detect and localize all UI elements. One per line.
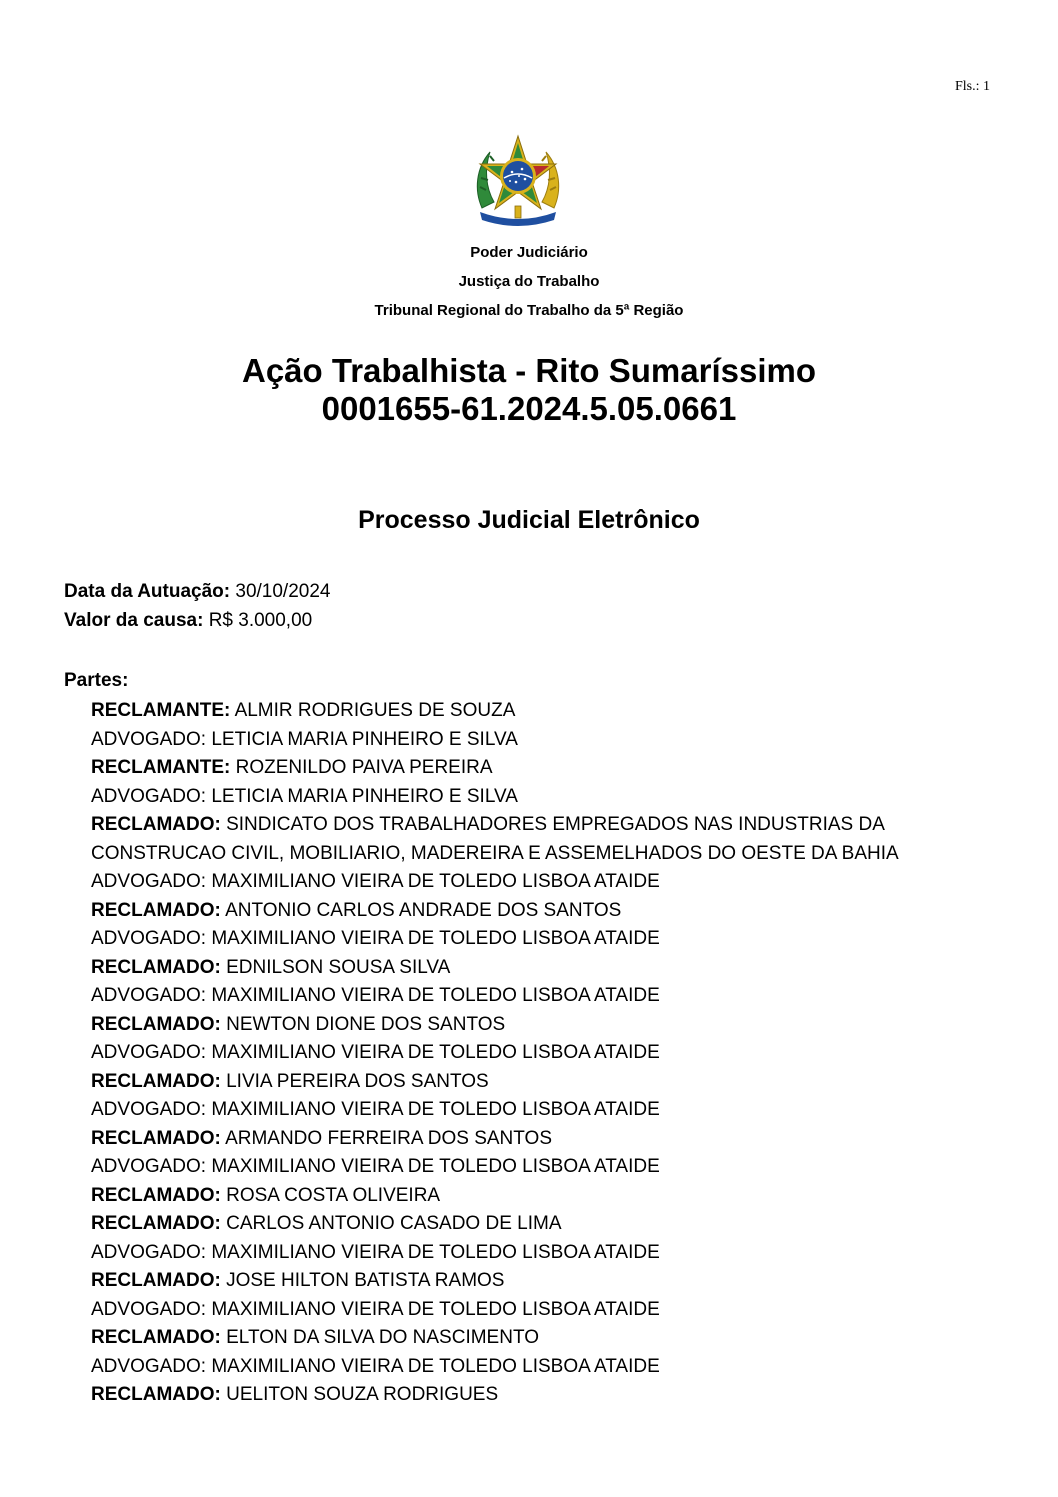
document-title — [0, 352, 1058, 428]
case-number: 0001655-61.2024.5.05.0661 — [321, 390, 737, 427]
party-role: RECLAMADO: — [91, 814, 221, 835]
lawyer-name: ADVOGADO: MAXIMILIANO VIEIRA DE TOLEDO LISBOA ATAIDE — [91, 1298, 660, 1320]
party-entry — [91, 1182, 1001, 1211]
lawyer-name: ADVOGADO: MAXIMILIANO VIEIRA DE TOLEDO LISBOA ATAIDE — [91, 871, 660, 892]
party-name: ANTONIO CARLOS ANDRADE DOS SANTOS — [225, 899, 622, 921]
brazil-coat-of-arms-icon — [470, 130, 566, 230]
party-entry — [91, 1381, 1001, 1410]
party-name: NEWTON DIONE DOS SANTOS — [226, 1013, 506, 1035]
filing-date-label: Data da Autuação: — [64, 581, 231, 602]
lawyer-name: ADVOGADO: MAXIMILIANO VIEIRA DE TOLEDO LISBOA ATAIDE — [91, 928, 660, 949]
party-name: ROZENILDO PAIVA PEREIRA — [235, 757, 493, 778]
lawyer-entry — [91, 1153, 1001, 1182]
party-entry — [91, 1125, 1001, 1154]
party-name: CARLOS ANTONIO CASADO DE LIMA — [226, 1213, 562, 1234]
party-role: RECLAMADO: — [91, 1213, 221, 1234]
party-name: ARMANDO FERREIRA DOS SANTOS — [225, 1127, 552, 1149]
party-role: RECLAMADO: — [91, 1327, 221, 1348]
lawyer-name: ADVOGADO: LETICIA MARIA PINHEIRO E SILVA — [91, 785, 518, 807]
court-header — [0, 238, 1058, 325]
lawyer-entry — [91, 1353, 1001, 1382]
party-entry — [91, 1324, 1001, 1353]
party-entry — [91, 897, 1001, 926]
lawyer-entry — [91, 982, 1001, 1011]
lawyer-entry — [91, 868, 1001, 897]
case-type: Ação Trabalhista - Rito Sumaríssimo — [242, 352, 816, 389]
party-name: ROSA COSTA OLIVEIRA — [226, 1184, 441, 1206]
party-name: EDNILSON SOUSA SILVA — [226, 956, 451, 978]
party-role: RECLAMADO: — [91, 1184, 221, 1206]
document-subtitle: Processo Judicial Eletrônico — [358, 506, 700, 534]
header-line-regional-court: Tribunal Regional do Trabalho da 5ª Região — [374, 302, 684, 319]
party-role: RECLAMADO: — [91, 899, 221, 921]
lawyer-entry — [91, 726, 1001, 755]
party-entry — [91, 954, 1001, 983]
party-entry — [91, 1267, 1001, 1296]
party-name: SINDICATO DOS TRABALHADORES EMPREGADOS NAS INDUSTRIAS DA CONSTRUCAO CIVIL, MOBILIARIO, MADEREIRA E ASSEMELHADOS DO OESTE DA BAHIA — [91, 814, 899, 864]
parties-list — [91, 697, 1001, 1410]
case-value-row — [64, 607, 330, 636]
lawyer-entry — [91, 1039, 1001, 1068]
party-entry — [91, 1210, 1001, 1239]
party-role: RECLAMADO: — [91, 1013, 221, 1035]
party-role: RECLAMADO: — [91, 1270, 221, 1291]
header-line-labor-court: Justiça do Trabalho — [458, 273, 600, 290]
lawyer-name: ADVOGADO: MAXIMILIANO VIEIRA DE TOLEDO LISBOA ATAIDE — [91, 985, 660, 1006]
party-entry — [91, 1011, 1001, 1040]
party-role: RECLAMADO: — [91, 1127, 221, 1149]
page-number: Fls.: 1 — [954, 79, 990, 94]
lawyer-entry — [91, 783, 1001, 812]
case-value-value: R$ 3.000,00 — [208, 609, 313, 631]
lawyer-name: ADVOGADO: MAXIMILIANO VIEIRA DE TOLEDO LISBOA ATAIDE — [91, 1241, 660, 1263]
filing-date-value: 30/10/2024 — [235, 581, 331, 602]
party-entry — [91, 1068, 1001, 1097]
party-role: RECLAMADO: — [91, 956, 221, 978]
party-entry — [91, 697, 1001, 726]
filing-date-row — [64, 578, 330, 607]
party-role: RECLAMADO: — [91, 1384, 221, 1405]
lawyer-name: ADVOGADO: LETICIA MARIA PINHEIRO E SILVA — [91, 728, 518, 750]
party-name: JOSE HILTON BATISTA RAMOS — [226, 1270, 505, 1291]
lawyer-name: ADVOGADO: MAXIMILIANO VIEIRA DE TOLEDO LISBOA ATAIDE — [91, 1355, 660, 1377]
lawyer-entry — [91, 925, 1001, 954]
lawyer-entry — [91, 1239, 1001, 1268]
party-name: ELTON DA SILVA DO NASCIMENTO — [226, 1327, 539, 1348]
lawyer-name: ADVOGADO: MAXIMILIANO VIEIRA DE TOLEDO LISBOA ATAIDE — [91, 1156, 660, 1177]
party-role: RECLAMADO: — [91, 1070, 221, 1092]
lawyer-entry — [91, 1096, 1001, 1125]
case-value-label: Valor da causa: — [64, 609, 204, 631]
lawyer-name: ADVOGADO: MAXIMILIANO VIEIRA DE TOLEDO LISBOA ATAIDE — [91, 1099, 660, 1120]
party-role: RECLAMANTE: — [91, 757, 231, 778]
party-entry — [91, 754, 1001, 783]
header-line-judiciary: Poder Judiciário — [470, 244, 588, 261]
lawyer-name: ADVOGADO: MAXIMILIANO VIEIRA DE TOLEDO LISBOA ATAIDE — [91, 1042, 660, 1063]
party-role: RECLAMANTE: — [91, 700, 231, 721]
party-name: UELITON SOUZA RODRIGUES — [226, 1384, 499, 1405]
case-metadata — [64, 578, 330, 635]
party-entry — [91, 811, 1001, 868]
lawyer-entry — [91, 1296, 1001, 1325]
party-name: ALMIR RODRIGUES DE SOUZA — [234, 700, 516, 721]
party-name: LIVIA PEREIRA DOS SANTOS — [226, 1070, 489, 1092]
parties-heading: Partes: — [64, 670, 129, 691]
